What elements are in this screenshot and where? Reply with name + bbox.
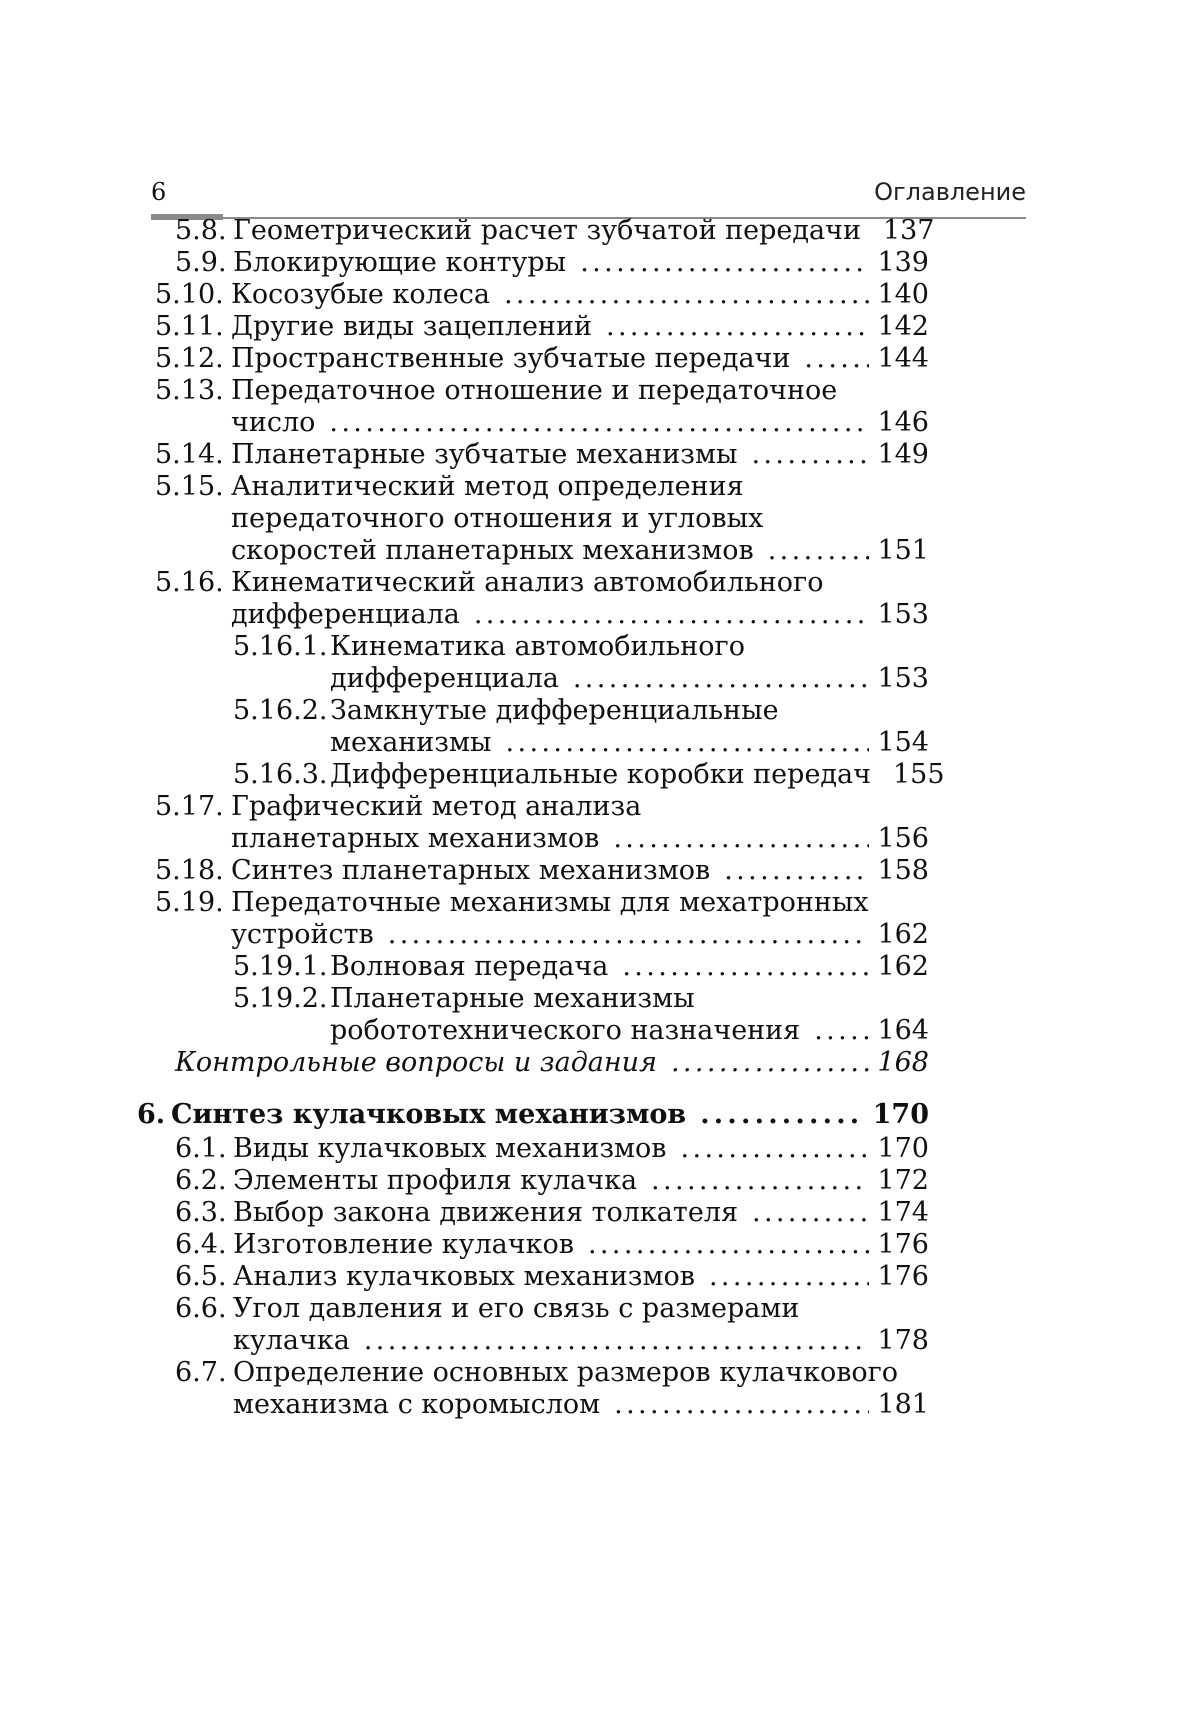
toc-entry-title: Анализ кулачковых механизмов [233, 1261, 695, 1292]
dot-leader [671, 1045, 870, 1080]
toc-entry-line [155, 565, 929, 600]
toc-entry-number: 6.6. [175, 1293, 227, 1324]
toc-entry-number: 5.8. [175, 215, 227, 246]
toc-entry-title: Пространственные зубчатые передачи [231, 343, 791, 374]
toc-entry-title: Волновая передача [330, 951, 609, 982]
toc-entry-title: Графический метод анализа [231, 791, 642, 822]
toc-entry-line [155, 469, 929, 504]
toc-entry-title: механизма с коромыслом [233, 1389, 601, 1420]
dot-leader [613, 821, 869, 856]
dot-leader [724, 853, 869, 888]
toc-entry-page: 140 [877, 279, 929, 310]
toc-entry-number: 5.11. [155, 311, 224, 342]
dot-leader [606, 309, 869, 344]
toc-entry-number: 5.10. [155, 279, 224, 310]
toc-entry-number: 5.19.1. [233, 951, 328, 982]
toc-entry-title: скоростей планетарных механизмов [231, 535, 754, 566]
toc-entry-page: 176 [877, 1229, 929, 1260]
toc-entry-line [233, 757, 945, 792]
toc-entry-number: 5.19.2. [233, 983, 328, 1014]
toc-entry-line [233, 1387, 929, 1422]
toc-entry-line [155, 373, 929, 408]
toc-entry-number: 5.15. [155, 471, 224, 502]
toc-entry-number: 6.5. [175, 1261, 227, 1292]
toc-entry-number: 5.16. [155, 567, 224, 598]
toc-entry-line [155, 885, 929, 920]
toc-entry-title: Передаточное отношение и передаточное [231, 375, 838, 406]
toc-entry-page: 142 [877, 311, 929, 342]
toc-entry-title: число [231, 407, 316, 438]
toc-entry-line [175, 1131, 929, 1166]
toc-entry-line [175, 1195, 929, 1230]
toc-entry-page: 172 [877, 1165, 929, 1196]
toc-entry-page: 146 [877, 407, 929, 438]
running-title: Оглавление [874, 178, 1026, 206]
toc-entry-line [175, 1163, 929, 1198]
toc-entry-title: кулачка [233, 1325, 350, 1356]
toc-entry-number: 6.2. [175, 1165, 227, 1196]
dot-leader [506, 725, 870, 760]
toc-entry-page: 155 [893, 759, 945, 790]
toc-entry-line [175, 1045, 929, 1080]
dot-leader [751, 437, 869, 472]
toc-entry-title: устройств [231, 919, 374, 950]
toc-entry-page: 181 [877, 1389, 929, 1420]
toc-entry-title: Передаточные механизмы для мехатронных [231, 887, 869, 918]
toc-entry-page: 137 [882, 215, 935, 246]
toc-entry-line [231, 597, 929, 632]
toc-entry-page: 176 [877, 1261, 929, 1292]
dot-leader [804, 341, 869, 376]
toc-entry-page: 153 [877, 663, 929, 694]
toc-entry-line [137, 1097, 929, 1132]
toc-entry-page: 164 [877, 1015, 929, 1046]
toc-entry-title: Изготовление кулачков [233, 1229, 574, 1260]
toc-entry-page: 174 [877, 1197, 929, 1228]
toc-entry-title: дифференциала [330, 663, 559, 694]
toc-entry-line [175, 1355, 929, 1390]
toc-entry-title: Угол давления и его связь с размерами [233, 1293, 800, 1324]
toc-entry-title: Планетарные зубчатые механизмы [231, 439, 738, 470]
toc-entry-page: 170 [872, 1099, 929, 1130]
toc-entry-line [233, 981, 929, 1016]
toc-entry-number: 5.16.2. [233, 695, 328, 726]
toc-entry-line [231, 405, 929, 440]
toc-entry-line [231, 917, 929, 952]
toc-entry-title: робототехнического назначения [330, 1015, 801, 1046]
dot-leader [681, 1131, 870, 1166]
toc-entry-number: 5.17. [155, 791, 224, 822]
dot-leader [388, 917, 870, 952]
toc-entry-line [233, 693, 929, 728]
toc-entry-page: 156 [877, 823, 929, 854]
toc-entry-title: Другие виды зацеплений [231, 311, 592, 342]
toc-entry-page: 158 [877, 855, 929, 886]
toc-entry-line [155, 789, 929, 824]
toc-entry-title: Определение основных размеров кулачкового [233, 1357, 899, 1388]
toc-entry-title: Синтез планетарных механизмов [231, 855, 711, 886]
toc-entry-line [155, 277, 929, 312]
toc-entry-line [233, 1323, 929, 1358]
toc-entry-number: 5.16.1. [233, 631, 328, 662]
toc-entry-title: Замкнутые дифференциальные [330, 695, 779, 726]
toc-entry-title: Планетарные механизмы [330, 983, 695, 1014]
toc-entry-line [155, 341, 929, 376]
toc-entry-page: 149 [877, 439, 929, 470]
toc-entry-title: планетарных механизмов [231, 823, 600, 854]
dot-leader [700, 1097, 864, 1132]
toc-entry-title: Синтез кулачковых механизмов [171, 1099, 687, 1130]
toc-entry-title: дифференциала [231, 599, 460, 630]
toc-entry-line [175, 245, 929, 280]
toc-entry-number: 5.16.3. [233, 759, 328, 790]
dot-leader [614, 1387, 869, 1422]
dot-leader [651, 1163, 869, 1198]
toc-entry-title: Виды кулачковых механизмов [233, 1133, 667, 1164]
toc-entry-page: 170 [877, 1133, 929, 1164]
toc-entry-line [155, 309, 929, 344]
toc-entry-page: 178 [877, 1325, 929, 1356]
dot-leader [504, 277, 870, 312]
dot-leader [622, 949, 869, 984]
toc-entry-line [155, 853, 929, 888]
toc-entry-line [175, 213, 935, 248]
toc-entry-page: 151 [877, 535, 929, 566]
page-number: 6 [151, 178, 167, 206]
toc-entry-title: Аналитический метод определения [231, 471, 744, 502]
toc-entry-line [231, 533, 929, 568]
toc-entry-number: 5.12. [155, 343, 224, 374]
toc-entry-number: 6. [137, 1099, 166, 1130]
toc-entry-page: 153 [877, 599, 929, 630]
toc-entry-page: 162 [877, 951, 929, 982]
dot-leader [752, 1195, 869, 1230]
toc-entry-title: Блокирующие контуры [233, 247, 567, 278]
toc-entry-page: 139 [877, 247, 929, 278]
dot-leader [364, 1323, 870, 1358]
toc-entry-line [231, 821, 929, 856]
toc-entry-title: Кинематика автомобильного [330, 631, 745, 662]
dot-leader [768, 533, 870, 568]
toc-entry-title: механизмы [330, 727, 492, 758]
toc-entry-number: 6.4. [175, 1229, 227, 1260]
toc-entry-number: 6.3. [175, 1197, 227, 1228]
toc-entry-line [330, 1013, 929, 1048]
toc-entry-page: 154 [877, 727, 929, 758]
dot-leader [709, 1259, 869, 1294]
toc-entry-title: Элементы профиля кулачка [233, 1165, 638, 1196]
toc-entry-line [231, 501, 929, 536]
toc-entry-line [175, 1227, 929, 1262]
toc-entry-number: 5.13. [155, 375, 224, 406]
toc-entry-number: 5.9. [175, 247, 227, 278]
dot-leader [580, 245, 869, 280]
toc-entry-line [233, 629, 929, 664]
dot-leader [588, 1227, 870, 1262]
toc-entry-number: 5.18. [155, 855, 224, 886]
toc-entry-line [330, 725, 929, 760]
toc-entry-title: Выбор закона движения толкателя [233, 1197, 738, 1228]
toc-entry-number: 5.19. [155, 887, 224, 918]
toc-entry-line [233, 949, 929, 984]
toc-entry-title: Дифференциальные коробки передач [330, 759, 871, 790]
toc-entry-title: Косозубые колеса [231, 279, 490, 310]
toc-entry-line [330, 661, 929, 696]
dot-leader [474, 597, 870, 632]
toc-entry-title: Кинематический анализ автомобильного [231, 567, 824, 598]
toc-entry-page: 144 [877, 343, 929, 374]
toc-entry-page: 168 [877, 1047, 929, 1078]
toc-entry-number: 6.7. [175, 1357, 227, 1388]
dot-leader [329, 405, 869, 440]
toc-entry-page: 162 [877, 919, 929, 950]
toc-entry-title: передаточного отношения и угловых [231, 503, 764, 534]
dot-leader [573, 661, 870, 696]
dot-leader [814, 1013, 869, 1048]
toc-entry-number: 5.14. [155, 439, 224, 470]
toc-entry-line [155, 437, 929, 472]
toc-entry-title: Контрольные вопросы и задания [175, 1047, 657, 1078]
toc-entry-title: Геометрический расчет зубчатой передачи [233, 215, 861, 246]
toc-entry-line [175, 1259, 929, 1294]
toc-entry-number: 6.1. [175, 1133, 227, 1164]
toc-entry-line [175, 1291, 929, 1326]
